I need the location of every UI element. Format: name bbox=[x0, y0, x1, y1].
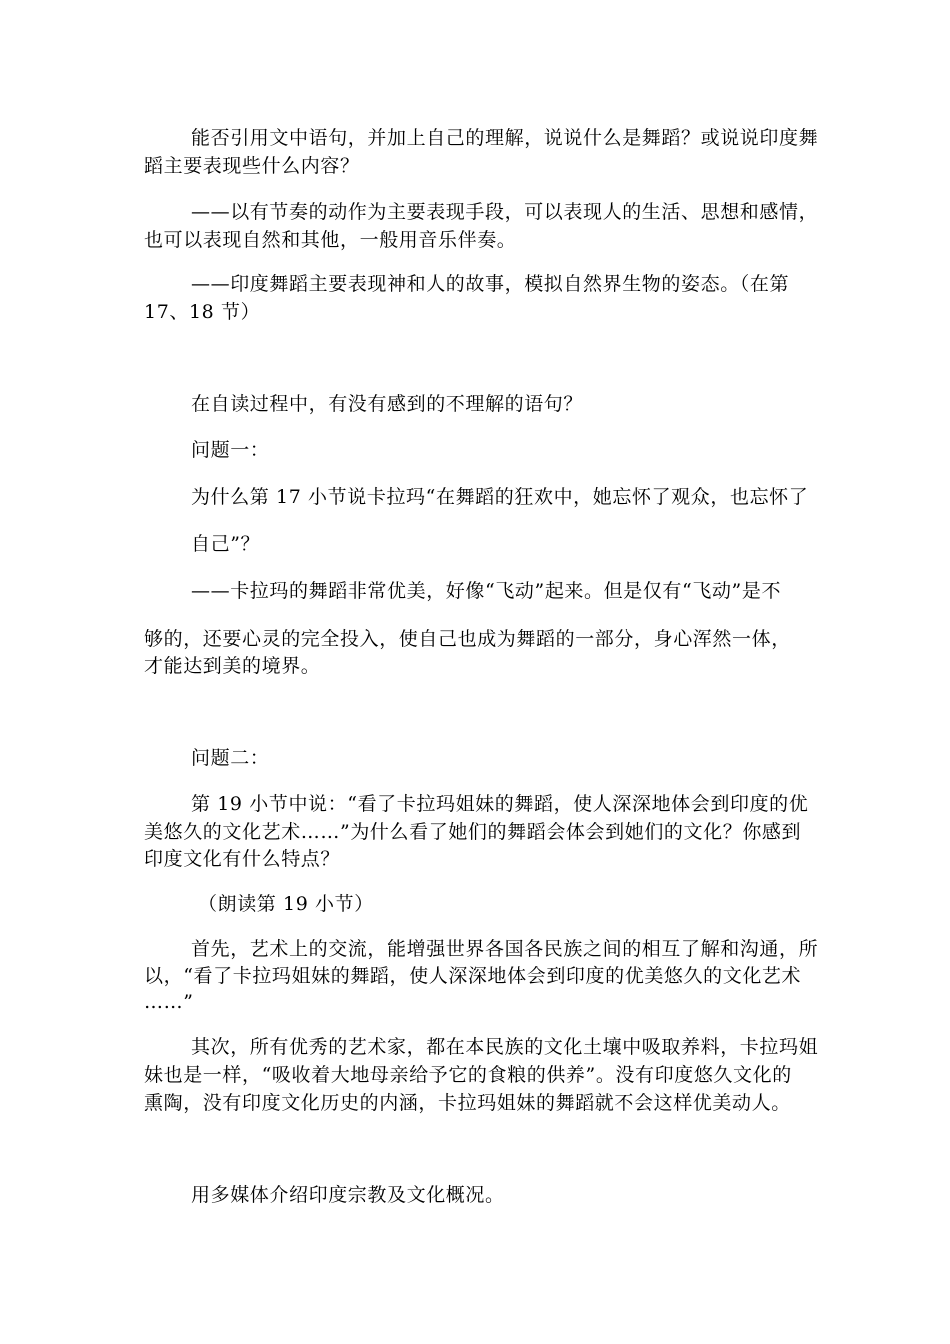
answer-second-line-1: 其次，所有优秀的艺术家，都在本民族的文化土壤中吸取养料，卡拉玛姐 bbox=[191, 1036, 819, 1058]
answer-second-line-2: 妹也是一样，“吸收着大地母亲给予它的食粮的供养”。没有印度悠久文化的 bbox=[144, 1064, 792, 1086]
paragraph-question-line-2: 蹈主要表现些什么内容？ bbox=[144, 155, 360, 177]
answer-first-line-1: 首先，艺术上的交流，能增强世界各国各民族之间的相互了解和沟通，所 bbox=[191, 938, 819, 960]
answer-one-line-3: 才能达到美的境界。 bbox=[144, 655, 321, 677]
question-two-text-line-2: 美悠久的文化艺术……”为什么看了她们的舞蹈会体会到她们的文化？你感到 bbox=[144, 821, 802, 843]
question-one-text-line-2: 自己”？ bbox=[191, 533, 261, 555]
reading-instruction: （朗读第 19 小节） bbox=[198, 893, 374, 915]
multimedia-introduction: 用多媒体介绍印度宗教及文化概况。 bbox=[191, 1184, 505, 1206]
answer-dance-line-2: 也可以表现自然和其他，一般用音乐伴奏。 bbox=[144, 229, 517, 251]
answer-one-line-2: 够的，还要心灵的完全投入，使自己也成为舞蹈的一部分，身心浑然一体， bbox=[144, 628, 791, 650]
answer-first-line-3: ……” bbox=[144, 991, 194, 1013]
self-reading-question: 在自读过程中，有没有感到的不理解的语句？ bbox=[191, 393, 584, 415]
question-one-heading: 问题一： bbox=[191, 439, 270, 461]
question-two-text-line-1: 第 19 小节中说：“看了卡拉玛姐妹的舞蹈，使人深深地体会到印度的优 bbox=[191, 793, 809, 815]
answer-first-line-2: 以，“看了卡拉玛姐妹的舞蹈，使人深深地体会到印度的优美悠久的文化艺术 bbox=[144, 965, 802, 987]
answer-indian-dance-line-1: ——印度舞蹈主要表现神和人的故事，模拟自然界生物的姿态。（在第 bbox=[191, 273, 790, 295]
answer-dance-line-1: ——以有节奏的动作为主要表现手段，可以表现人的生活、思想和感情， bbox=[191, 201, 819, 223]
question-two-heading: 问题二： bbox=[191, 747, 270, 769]
question-one-text-line-1: 为什么第 17 小节说卡拉玛“在舞蹈的狂欢中，她忘怀了观众，也忘怀了 bbox=[191, 486, 809, 508]
paragraph-question-line-1: 能否引用文中语句，并加上自己的理解，说说什么是舞蹈？或说说印度舞 bbox=[191, 127, 819, 149]
answer-second-line-3: 熏陶，没有印度文化历史的内涵，卡拉玛姐妹的舞蹈就不会这样优美动人。 bbox=[144, 1092, 791, 1114]
answer-one-line-1: ——卡拉玛的舞蹈非常优美，好像“飞动”起来。但是仅有“飞动”是不 bbox=[191, 580, 782, 602]
question-two-text-line-3: 印度文化有什么特点？ bbox=[144, 848, 341, 870]
answer-indian-dance-line-2: 17、18 节） bbox=[144, 301, 261, 323]
